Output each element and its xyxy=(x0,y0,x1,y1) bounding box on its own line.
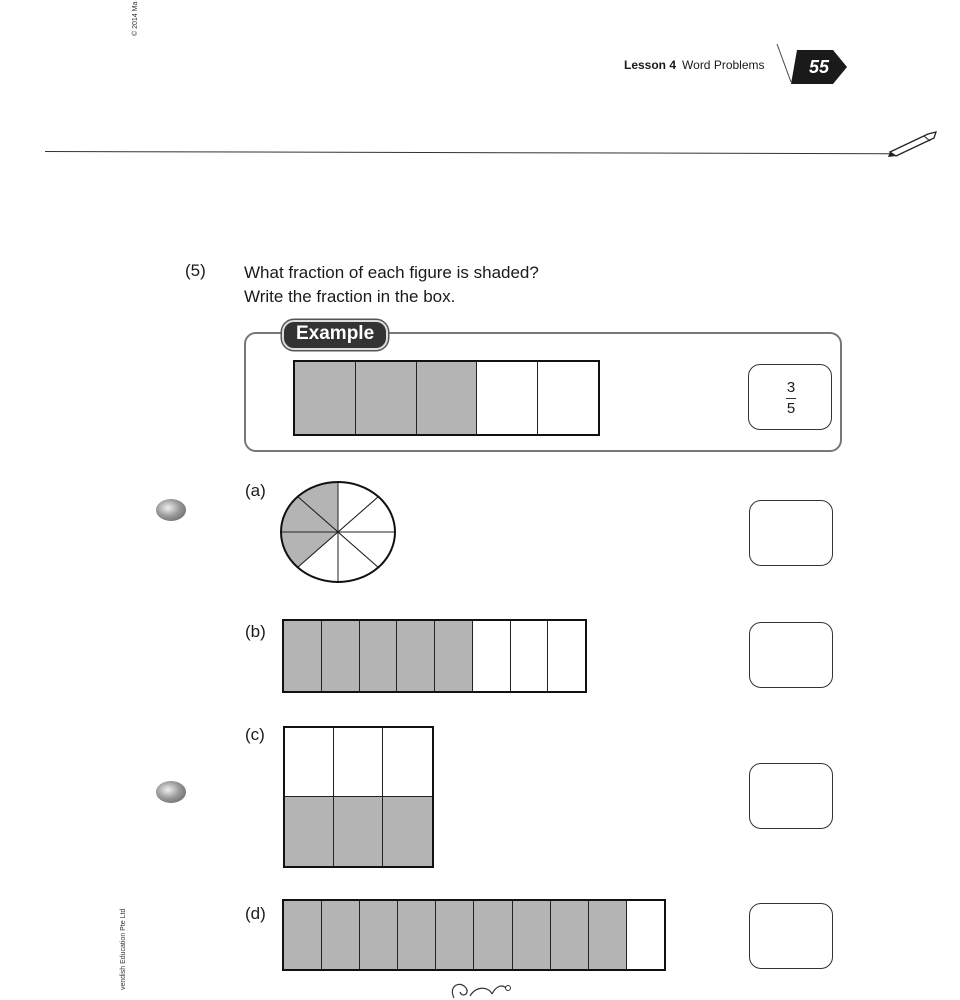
item-c-part-3-unshaded xyxy=(383,728,432,797)
item-b-label: (b) xyxy=(245,622,266,641)
example-fraction-strip xyxy=(293,360,600,436)
item-c-label: (c) xyxy=(245,725,265,744)
example-part-2-shaded xyxy=(356,362,417,434)
example-part-3-shaded xyxy=(417,362,478,434)
example-part-4-unshaded xyxy=(477,362,538,434)
item-d-part-10-unshaded xyxy=(627,901,664,969)
example-numerator: 3 xyxy=(786,378,796,396)
example-answer-fraction xyxy=(749,365,833,431)
item-b-part-7-unshaded xyxy=(511,621,549,691)
example-part-1-shaded xyxy=(295,362,356,434)
hole-punch-lower xyxy=(156,781,186,803)
item-b-part-2-shaded xyxy=(322,621,360,691)
item-c-part-4-shaded xyxy=(285,797,334,866)
publisher-margin-text: vendish Education Pte Ltd xyxy=(120,908,127,990)
item-b-fraction-strip xyxy=(282,619,587,693)
item-d-part-4-shaded xyxy=(398,901,436,969)
lesson-header xyxy=(624,58,765,72)
item-b-answer-box[interactable] xyxy=(749,622,833,688)
lesson-label: Lesson 4 xyxy=(624,58,677,72)
item-d-part-2-shaded xyxy=(322,901,360,969)
example-part-5-unshaded xyxy=(538,362,598,434)
item-a-circle xyxy=(279,480,401,586)
example-denominator: 5 xyxy=(786,399,796,417)
item-b-part-6-unshaded xyxy=(473,621,511,691)
item-d-part-7-shaded xyxy=(513,901,551,969)
item-c-answer-box[interactable] xyxy=(749,763,833,829)
item-d-part-9-shaded xyxy=(589,901,627,969)
item-b-part-3-shaded xyxy=(360,621,398,691)
item-c-part-5-shaded xyxy=(334,797,383,866)
question-number: (5) xyxy=(185,261,206,280)
separator-rule xyxy=(45,151,895,154)
example-label: Example xyxy=(282,320,388,350)
item-d-label: (d) xyxy=(245,904,266,923)
example-answer-box xyxy=(748,364,832,430)
page-number: 55 xyxy=(808,57,830,77)
item-d-part-1-shaded xyxy=(284,901,322,969)
item-c-part-1-unshaded xyxy=(285,728,334,797)
page-number-badge xyxy=(775,42,855,88)
item-d-part-3-shaded xyxy=(360,901,398,969)
hole-punch-upper xyxy=(156,499,186,521)
item-b-part-5-shaded xyxy=(435,621,473,691)
pencil-icon xyxy=(884,128,940,160)
item-a-answer-box[interactable] xyxy=(749,500,833,566)
lesson-title: Word Problems xyxy=(682,58,765,72)
item-d-answer-box[interactable] xyxy=(749,903,833,969)
item-b-part-4-shaded xyxy=(397,621,435,691)
item-c-part-2-unshaded xyxy=(334,728,383,797)
item-d-fraction-strip xyxy=(282,899,666,971)
badge-tick-line xyxy=(777,44,791,82)
item-d-part-5-shaded xyxy=(436,901,474,969)
item-d-part-8-shaded xyxy=(551,901,589,969)
item-b-part-8-unshaded xyxy=(548,621,585,691)
fraction-bar xyxy=(786,398,796,399)
question-line-2: Write the fraction in the box. xyxy=(244,287,456,306)
item-c-part-6-shaded xyxy=(383,797,432,866)
question-line-1: What fraction of each figure is shaded? xyxy=(244,263,539,282)
item-d-part-6-shaded xyxy=(474,901,512,969)
item-b-part-1-shaded xyxy=(284,621,322,691)
item-a-label: (a) xyxy=(245,481,266,500)
question-text xyxy=(244,261,539,309)
decorative-swirl-icon xyxy=(440,976,520,1000)
item-c-grid xyxy=(283,726,434,868)
copyright-margin-text: © 2014 Ma xyxy=(132,1,139,36)
